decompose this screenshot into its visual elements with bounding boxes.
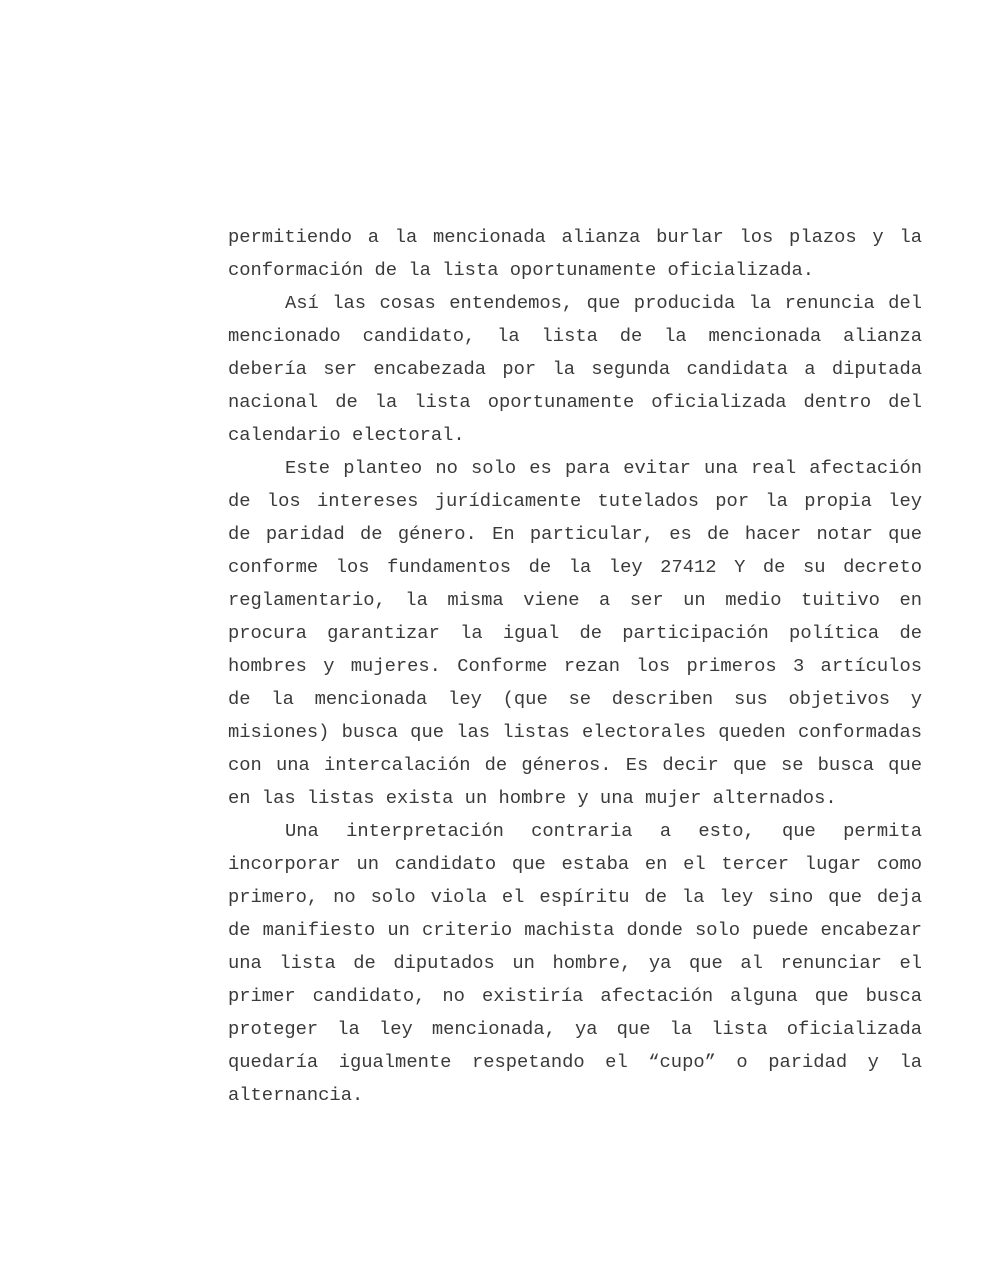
text-line: misiones) busca que las listas electorales queden conformadas [228,721,922,743]
text-line: una lista de diputados un hombre, ya que al renunciar el [228,952,922,974]
text-line: nacional de la lista oportunamente oficializada dentro del [228,391,922,413]
paragraph [228,452,922,815]
text-line: mencionado candidato, la lista de la mencionada alianza [228,325,922,347]
text-line: de paridad de género. En particular, es de hacer notar que [228,523,922,545]
text-line: Así las cosas entendemos, que producida la renuncia del [285,292,922,314]
text-line: de la mencionada ley (que se describen sus objetivos y [228,688,922,710]
text-block [228,221,922,1112]
paragraph [228,287,922,452]
text-line: debería ser encabezada por la segunda candidata a diputada [228,358,922,380]
text-line: de manifiesto un criterio machista donde solo puede encabezar [228,919,922,941]
text-line: primero, no solo viola el espíritu de la ley sino que deja [228,886,922,908]
text-line: alternancia. [228,1084,364,1106]
text-line: hombres y mujeres. Conforme rezan los primeros 3 artículos [228,655,922,677]
text-line: conforme los fundamentos de la ley 27412 Y de su decreto [228,556,922,578]
text-line: permitiendo a la mencionada alianza burlar los plazos y la [228,226,922,248]
paragraph [228,815,922,1112]
text-line: primer candidato, no existiría afectación alguna que busca [228,985,922,1007]
text-line: de los intereses jurídicamente tutelados por la propia ley [228,490,922,512]
text-line: proteger la ley mencionada, ya que la lista oficializada [228,1018,922,1040]
paragraph [228,221,922,287]
text-line: quedaría igualmente respetando el “cupo” o paridad y la [228,1051,922,1073]
text-line: Este planteo no solo es para evitar una real afectación [285,457,922,479]
text-line: con una intercalación de géneros. Es decir que se busca que [228,754,922,776]
text-line: calendario electoral. [228,424,465,446]
text-line: Una interpretación contraria a esto, que permita [285,820,922,842]
text-line: en las listas exista un hombre y una mujer alternados. [228,787,837,809]
text-line: conformación de la lista oportunamente oficializada. [228,259,815,281]
text-line: incorporar un candidato que estaba en el tercer lugar como [228,853,922,875]
text-line: reglamentario, la misma viene a ser un medio tuitivo en [228,589,922,611]
text-line: procura garantizar la igual de participación política de [228,622,922,644]
